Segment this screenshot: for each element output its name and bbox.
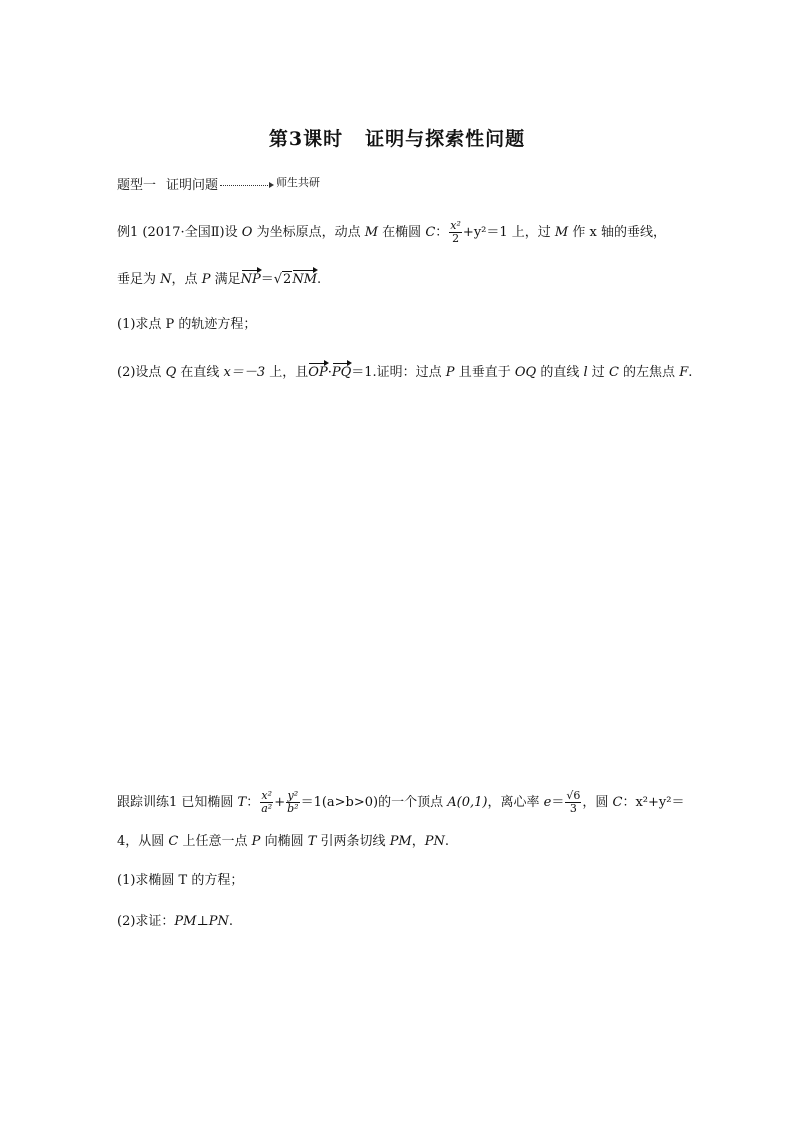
fraction-sqrt6-over-3: $\frac{√6}{3}$ (566, 789, 581, 815)
section-heading (117, 174, 320, 193)
lesson-number: 第3课时 (268, 128, 344, 150)
example1-line2: 垂足为 N，点 P 满足NP＝√2NM. (117, 272, 322, 287)
fraction-x2-over-2: $\frac{\text{x²}}{2}$ (450, 219, 461, 245)
practice1-line1: 跟踪训练1 已知椭圆 T： $\frac{\text{x²}}{\text{a²}}$ + $\frac{\text{y²}}{\text{b²}}$ ＝1(a>b>0)的一个顶点 A(0,1)，离心率 e＝ $\frac{√6}{3}$ ，圆 C：x²+y²＝ (117, 789, 685, 815)
practice1-line2: 4，从圆 C 上任意一点 P 向椭圆 T 引两条切线 PM，PN. (117, 834, 450, 849)
example1-line1: 例1 (2017·全国Ⅱ)设 O 为坐标原点，动点 M 在椭圆 C： $\frac{\text{x²}}{2}$ +y²＝1 上，过 M 作 x 轴的垂线， (117, 219, 666, 245)
example1-question2: (2)设点 Q 在直线 x＝－3 上，且OP·PQ＝1.证明：过点 P 且垂直于 OQ 的直线 l 过 C 的左焦点 F. (117, 365, 693, 380)
lesson-topic: 证明与探索性问题 (365, 128, 526, 150)
page-title (0, 124, 794, 151)
section-badge: 师生共研 (276, 176, 321, 189)
example1-question1: (1)求点 P 的轨迹方程； (117, 317, 257, 332)
vector-op: OP (308, 365, 328, 380)
section-name: 证明问题 (166, 178, 219, 193)
sqrt-2: √2 (273, 272, 292, 287)
section-type: 题型一 (117, 178, 157, 193)
fraction-y2-over-b2: $\frac{\text{y²}}{\text{b²}}$ (287, 789, 299, 815)
vector-np: NP (240, 272, 261, 287)
fraction-x2-over-a2: $\frac{\text{x²}}{\text{a²}}$ (261, 789, 273, 815)
practice1-question1: (1)求椭圆 T 的方程； (117, 873, 244, 888)
dotted-arrow-icon (220, 185, 270, 186)
vector-pq: PQ (331, 365, 352, 380)
practice1-question2: (2)求证：PM⊥PN. (117, 914, 233, 929)
vector-nm: NM (292, 272, 317, 287)
